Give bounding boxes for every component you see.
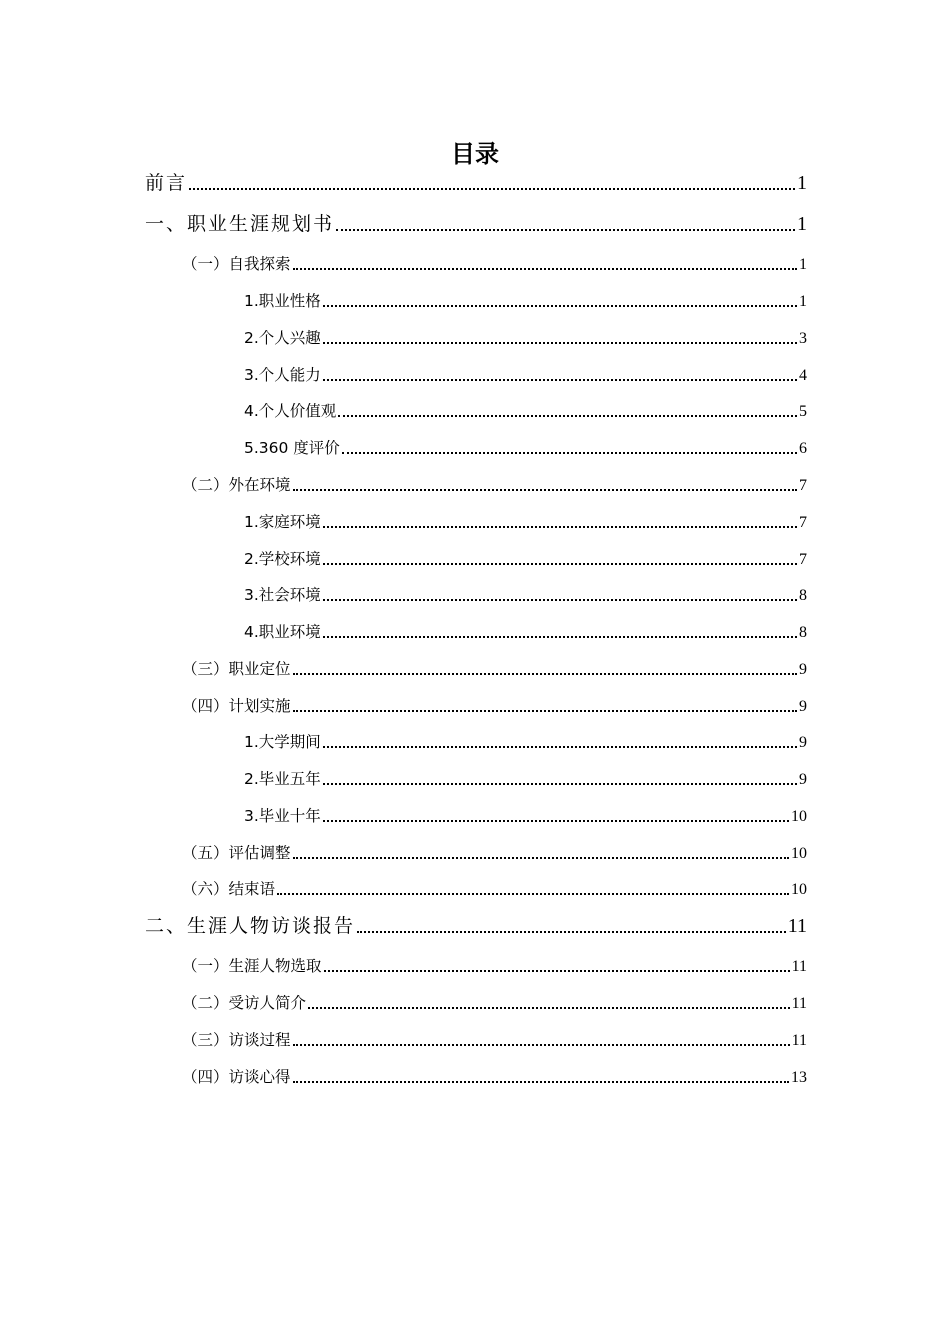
dot-leader	[324, 969, 790, 972]
toc-entry-level-3[interactable]	[244, 730, 807, 752]
toc-entry-level-2[interactable]	[182, 877, 807, 899]
dot-leader	[293, 1080, 789, 1083]
toc-entry-page-number: 9	[799, 698, 807, 715]
toc-entry-level-1[interactable]	[145, 210, 807, 236]
toc-entry-label: 2.毕业五年	[244, 770, 321, 788]
toc-entry-label: （三）职业定位	[182, 660, 291, 678]
toc-entry-level-2[interactable]	[182, 841, 807, 863]
toc-entry-page-number: 9	[799, 734, 807, 751]
toc-entry-level-2[interactable]	[182, 1065, 807, 1087]
toc-entry-label: 4.个人价值观	[244, 402, 337, 420]
toc-entry-label: 1.职业性格	[244, 292, 321, 310]
toc-entry-label: 5.360 度评价	[244, 439, 340, 457]
toc-entry-page-number: 10	[791, 881, 807, 898]
toc-entry-label: 4.职业环境	[244, 623, 321, 641]
toc-entry-label: （六）结束语	[182, 880, 276, 898]
toc-entry-level-3[interactable]	[244, 399, 807, 421]
toc-entry-label: （三）访谈过程	[182, 1031, 291, 1049]
toc-entry-level-2[interactable]	[182, 657, 807, 679]
dot-leader	[189, 187, 795, 190]
dot-leader	[323, 304, 797, 307]
dot-leader	[342, 451, 797, 454]
toc-entry-label: （一）自我探索	[182, 255, 291, 273]
dot-leader	[293, 709, 797, 712]
toc-entry-page-number: 4	[799, 367, 807, 384]
toc-entry-page-number: 9	[799, 661, 807, 678]
toc-entry-label: （二）受访人简介	[182, 994, 307, 1012]
toc-entry-page-number: 10	[791, 845, 807, 862]
toc-entry-label: 3.社会环境	[244, 586, 321, 604]
toc-entry-level-2[interactable]	[182, 473, 807, 495]
toc-entry-level-3[interactable]	[244, 326, 807, 348]
toc-entry-level-3[interactable]	[244, 767, 807, 789]
dot-leader	[323, 598, 797, 601]
dot-leader	[323, 378, 797, 381]
toc-entry-label: （五）评估调整	[182, 844, 291, 862]
toc-entry-page-number: 6	[799, 440, 807, 457]
dot-leader	[293, 672, 797, 675]
toc-entry-label: （二）外在环境	[182, 476, 291, 494]
toc-entry-label: （四）访谈心得	[182, 1068, 291, 1086]
toc-entry-page-number: 5	[799, 403, 807, 420]
dot-leader	[338, 414, 797, 417]
dot-leader	[323, 562, 797, 565]
toc-entry-label: 3.个人能力	[244, 366, 321, 384]
dot-leader	[323, 745, 797, 748]
dot-leader	[277, 892, 789, 895]
toc-entry-page-number: 10	[791, 808, 807, 825]
toc-entry-level-2[interactable]	[182, 252, 807, 274]
toc-entry-level-3[interactable]	[244, 289, 807, 311]
toc-entry-page-number: 8	[799, 624, 807, 641]
dot-leader	[323, 819, 789, 822]
toc-entry-label: 二、生涯人物访谈报告	[145, 915, 356, 937]
dot-leader	[308, 1006, 790, 1009]
dot-leader	[323, 635, 797, 638]
toc-entry-label: （一）生涯人物选取	[182, 957, 322, 975]
toc-entry-page-number: 11	[787, 915, 807, 937]
dot-leader	[323, 525, 797, 528]
toc-entry-level-2[interactable]	[182, 694, 807, 716]
toc-entry-label: 1.大学期间	[244, 733, 321, 751]
toc-entry-label: 1.家庭环境	[244, 513, 321, 531]
toc-entry-page-number: 8	[799, 587, 807, 604]
toc-entry-level-3[interactable]	[244, 620, 807, 642]
toc-entry-page-number: 1	[797, 172, 807, 194]
toc-entry-label: 2.学校环境	[244, 550, 321, 568]
toc-entry-page-number: 11	[791, 958, 807, 975]
toc-entry-page-number: 1	[797, 213, 807, 235]
dot-leader	[336, 228, 795, 231]
toc-entry-page-number: 11	[791, 1032, 807, 1049]
dot-leader	[293, 267, 797, 270]
dot-leader	[323, 782, 797, 785]
toc-title: 目录	[451, 140, 499, 168]
toc-entry-level-2[interactable]	[182, 954, 807, 976]
toc-entry-level-3[interactable]	[244, 804, 807, 826]
toc-entry-page-number: 3	[799, 330, 807, 347]
toc-entry-level-1[interactable]	[145, 912, 807, 938]
toc-entry-label: 3.毕业十年	[244, 807, 321, 825]
toc-entry-level-3[interactable]	[244, 547, 807, 569]
toc-entry-label: 前言	[145, 172, 188, 194]
toc-entry-level-2[interactable]	[182, 1028, 807, 1050]
toc-entry-level-3[interactable]	[244, 583, 807, 605]
toc-entry-page-number: 11	[791, 995, 807, 1012]
toc-entry-page-number: 1	[799, 293, 807, 310]
dot-leader	[293, 1043, 790, 1046]
toc-entry-page-number: 9	[799, 771, 807, 788]
toc-entry-level-3[interactable]	[244, 363, 807, 385]
toc-entry-label: 2.个人兴趣	[244, 329, 321, 347]
toc-entry-label: 一、职业生涯规划书	[145, 213, 335, 235]
dot-leader	[293, 488, 797, 491]
toc-entry-page-number: 7	[799, 477, 807, 494]
toc-entry-page-number: 13	[791, 1069, 807, 1086]
toc-entry-page-number: 7	[799, 514, 807, 531]
dot-leader	[293, 856, 789, 859]
toc-entry-level-3[interactable]	[244, 510, 807, 532]
dot-leader	[323, 341, 797, 344]
toc-entry-level-3[interactable]	[244, 436, 807, 458]
toc-entry-page-number: 1	[799, 256, 807, 273]
toc-entry-level-1[interactable]	[145, 169, 807, 195]
toc-entry-page-number: 7	[799, 551, 807, 568]
dot-leader	[357, 930, 786, 933]
toc-entry-label: （四）计划实施	[182, 697, 291, 715]
toc-entry-level-2[interactable]	[182, 991, 807, 1013]
